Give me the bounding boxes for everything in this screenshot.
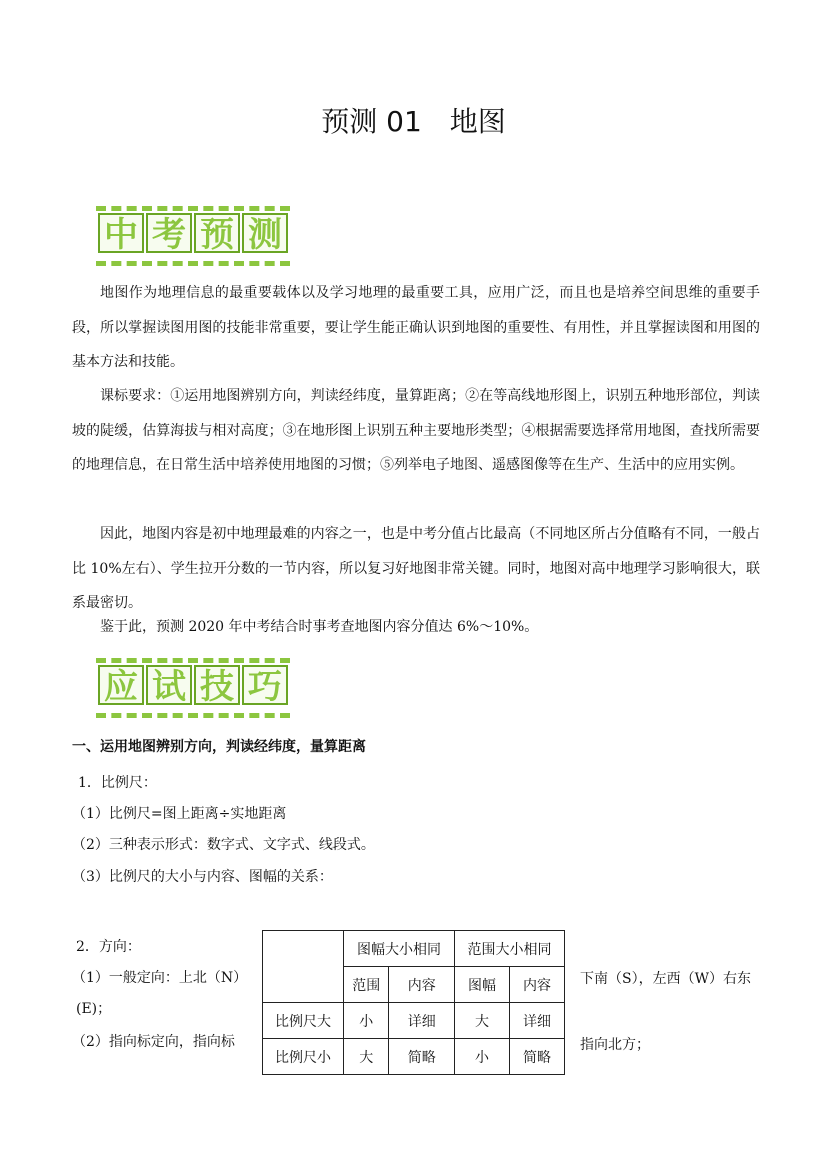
table-row (263, 1003, 565, 1039)
list-item: 1．比例尺： (78, 775, 157, 791)
intro-paragraph-3: 因此，地图内容是初中地理最难的内容之一，也是中考分值占比最高（不同地区所占分值略有不同，一般占比 10%左右）、学生拉开分数的一节内容，所以复习好地图非常关键。同时，地图对高中地理学习影响很大，联系最密切。 (72, 526, 760, 611)
table-cell: 比例尺小 (263, 1039, 344, 1075)
list-item: 下南（S），左西（W）右东 (580, 971, 751, 987)
banner-char: 巧 (242, 665, 288, 705)
banner-char: 技 (194, 665, 240, 705)
page-title: 预测 01 地图 (321, 105, 506, 138)
table-row (263, 1039, 565, 1075)
intro-paragraph-4: 鉴于此，预测 2020 年中考结合时事考查地图内容分值达 6%～10%。 (100, 619, 539, 635)
table-header: 图幅 (455, 967, 510, 1003)
list-item: 指向北方； (580, 1037, 650, 1053)
banner-char: 考 (146, 213, 192, 253)
table-cell: 详细 (389, 1003, 455, 1039)
banner-char: 中 (98, 213, 144, 253)
list-item: （1）比例尺=图上距离÷实地距离 (72, 806, 287, 822)
table-header: 图幅大小相同 (344, 931, 455, 967)
banner-char: 预 (194, 213, 240, 253)
list-item: （3）比例尺的大小与内容、图幅的关系： (72, 869, 333, 885)
list-item: 2．方向： (76, 939, 141, 955)
table-header: 范围 (344, 967, 389, 1003)
table-cell: 大 (455, 1003, 510, 1039)
table-cell: 小 (455, 1039, 510, 1075)
table-cell (263, 931, 344, 1003)
table-cell: 简略 (389, 1039, 455, 1075)
table-cell: 大 (344, 1039, 389, 1075)
list-item: （2）三种表示形式：数字式、文字式、线段式。 (72, 837, 375, 853)
table-header: 内容 (389, 967, 455, 1003)
banner-char: 测 (242, 213, 288, 253)
section-heading: 一、运用地图辨别方向，判读经纬度，量算距离 (72, 739, 366, 755)
tips-banner (96, 658, 290, 718)
banner-char: 应 (98, 665, 144, 705)
table-cell: 详细 (510, 1003, 565, 1039)
intro-paragraph-1: 地图作为地理信息的最重要载体以及学习地理的最重要工具，应用广泛，而且也是培养空间思维的重要手段，所以掌握读图用图的技能非常重要，要让学生能正确认识到地图的重要性、有用性，并且掌握读图和用图的基本方法和技能。 (72, 285, 760, 370)
table-header: 内容 (510, 967, 565, 1003)
list-item: （2）指向标定向，指向标 (72, 1034, 235, 1050)
intro-paragraph-2: 课标要求：①运用地图辨别方向，判读经纬度，量算距离；②在等高线地形图上，识别五种地形部位，判读坡的陡缓，估算海拔与相对高度；③在地形图上识别五种主要地形类型；④根据需要选择常用地图，查找所需要的地理信息，在日常生活中培养使用地图的习惯；⑤列举电子地图、遥感图像等在生产、生活中的应用实例。 (72, 388, 760, 473)
table-header: 范围大小相同 (455, 931, 565, 967)
forecast-banner (96, 206, 290, 266)
table-row (263, 931, 565, 967)
table-cell: 小 (344, 1003, 389, 1039)
table-cell: 比例尺大 (263, 1003, 344, 1039)
scale-table (262, 930, 565, 1075)
table-cell: 简略 (510, 1039, 565, 1075)
list-item: (E)； (76, 1001, 112, 1017)
banner-char: 试 (146, 665, 192, 705)
list-item: （1）一般定向：上北（N） (72, 970, 248, 986)
